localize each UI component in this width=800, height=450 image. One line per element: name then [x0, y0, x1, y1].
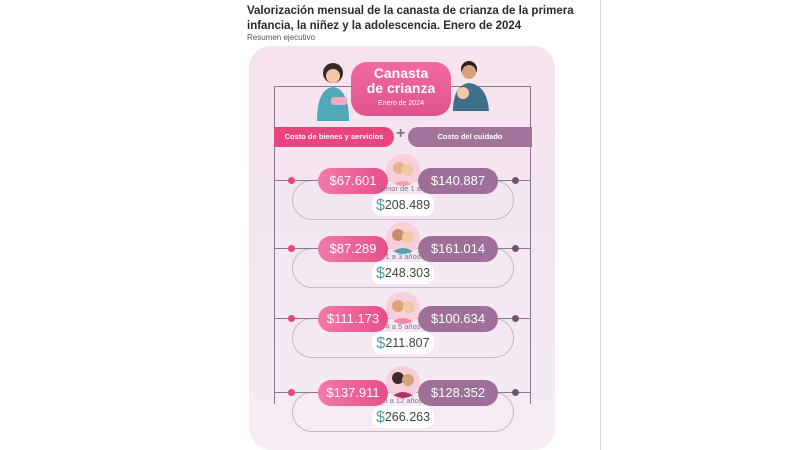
goods-cost-pill: $87.289: [318, 236, 388, 262]
care-cost-pill: $100.634: [418, 306, 498, 332]
toddler-avatar-icon: [386, 222, 420, 254]
goods-cost-pill: $67.601: [318, 168, 388, 194]
cost-row-age-0: [0, 168, 800, 228]
care-cost-pill: $140.887: [418, 168, 498, 194]
care-cost-pill: $128.352: [418, 380, 498, 406]
total-box: [372, 332, 434, 354]
banner-date: Enero de 2024: [378, 100, 424, 107]
total-value: 248.303: [384, 266, 431, 280]
currency-symbol: $: [376, 335, 386, 352]
mother-illustration: [313, 61, 351, 121]
cost-row-age-1-3: [0, 236, 800, 296]
dot-left: [288, 177, 295, 184]
goods-cost-pill: $111.173: [318, 306, 388, 332]
dot-right: [512, 177, 519, 184]
row-connector-left: [274, 248, 318, 249]
banner-title-line2: de crianza: [366, 80, 436, 96]
goods-cost-pill: $137.911: [318, 380, 388, 406]
age-label: 1 a 3 años: [385, 252, 421, 261]
currency-symbol: $: [375, 197, 385, 214]
care-cost-pill: $161.014: [418, 236, 498, 262]
dot-right: [512, 315, 519, 322]
row-connector-left: [274, 318, 318, 319]
cost-row-age-6-12: [0, 380, 800, 440]
dot-left: [288, 315, 295, 322]
total-box: [372, 194, 434, 216]
child-avatar-icon: [386, 292, 420, 324]
row-connector-left: [274, 392, 318, 393]
currency-symbol: $: [375, 409, 385, 426]
baby-avatar-icon: [386, 154, 420, 186]
age-label: 4 a 5 años: [385, 322, 421, 331]
page-subtitle: Resumen ejecutivo: [247, 33, 316, 42]
dot-right: [512, 389, 519, 396]
older-child-avatar-icon: [386, 366, 420, 398]
total-value: 211.807: [385, 336, 430, 350]
plus-sign: +: [396, 125, 406, 142]
page-title: Valorización mensual de la canasta de crianza de la primera infancia, la niñez y la adolescencia. Enero de 2024: [247, 5, 574, 32]
currency-symbol: $: [375, 265, 385, 282]
banner-title-line1: Canasta: [373, 65, 429, 81]
canasta-banner: [351, 62, 451, 116]
total-box: [372, 262, 434, 284]
total-box: [372, 406, 434, 428]
dot-right: [512, 245, 519, 252]
dot-left: [288, 245, 295, 252]
category-care-label: Costo del cuidado: [408, 127, 532, 147]
total-value: 208.489: [384, 198, 431, 212]
total-value: 266.263: [384, 410, 431, 424]
age-label: Menor de 1 año: [376, 184, 430, 193]
row-connector-left: [274, 180, 318, 181]
dot-left: [288, 389, 295, 396]
category-goods-label: Costo de bienes y servicios: [274, 127, 394, 147]
age-label: 6 a 12 años: [383, 396, 423, 405]
cost-row-age-4-5: [0, 306, 800, 366]
father-illustration: [451, 59, 491, 111]
